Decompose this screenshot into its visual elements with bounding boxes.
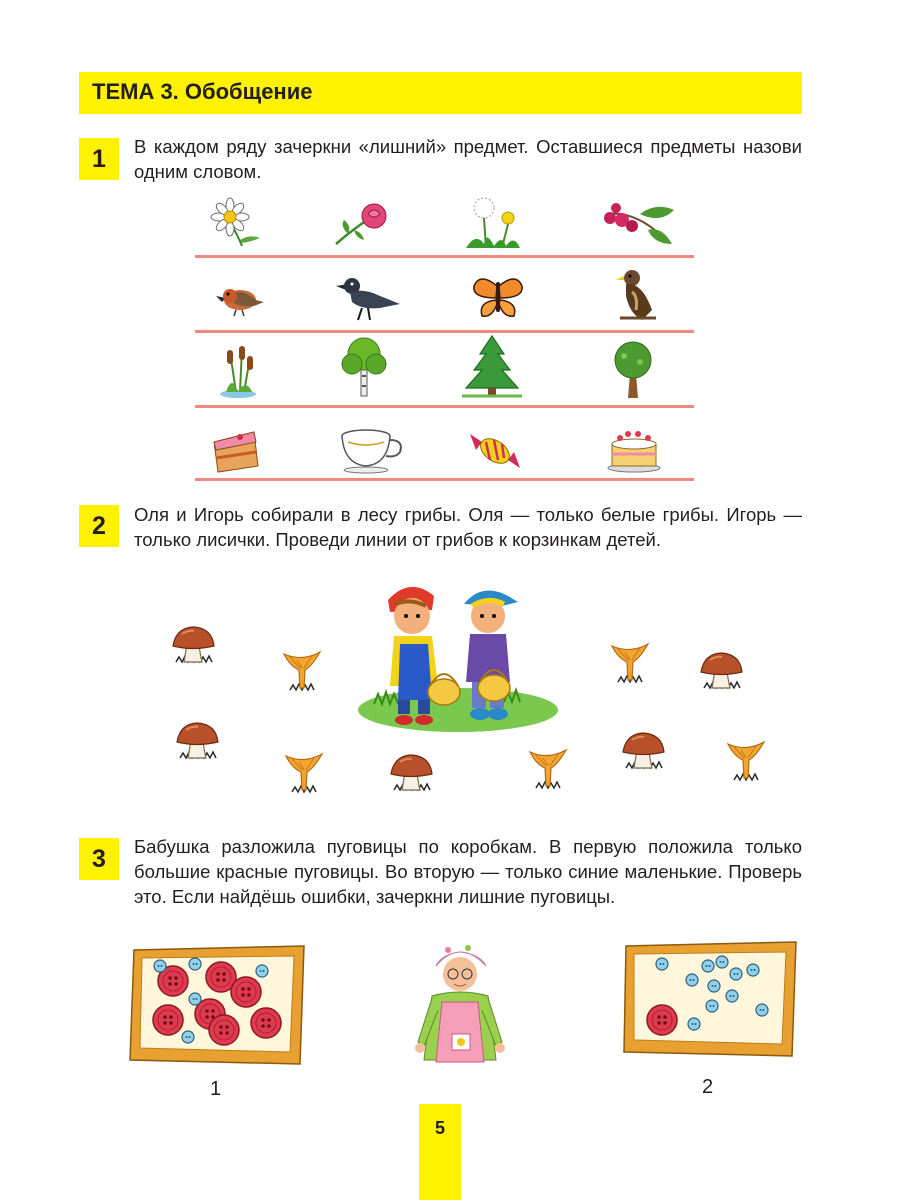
porcini-mushroom bbox=[166, 620, 226, 670]
birch-icon bbox=[338, 336, 390, 398]
porcini-mushroom bbox=[616, 726, 676, 776]
raspberry-icon bbox=[596, 200, 680, 252]
chanterelle-mushroom bbox=[524, 740, 574, 794]
dandelion-icon bbox=[462, 196, 524, 252]
row-divider bbox=[195, 405, 694, 408]
porcini-mushroom bbox=[384, 748, 444, 798]
crow-icon bbox=[334, 272, 402, 324]
fir-tree-icon bbox=[460, 334, 524, 400]
task-text-2: Оля и Игорь собирали в лесу грибы. Оля — только белые грибы. Игорь — только лисички. Проведи линии от грибов к корзинкам детей. bbox=[134, 504, 802, 550]
oak-icon bbox=[606, 340, 660, 400]
page-number-tab bbox=[419, 1104, 461, 1200]
daisy-icon bbox=[208, 196, 268, 250]
children-illustration bbox=[354, 574, 560, 736]
cake-slice-icon bbox=[210, 428, 262, 474]
candy-icon bbox=[466, 428, 524, 474]
button-box-1 bbox=[128, 944, 306, 1068]
chanterelle-mushroom bbox=[606, 634, 656, 688]
chanterelle-mushroom bbox=[722, 732, 772, 786]
row-divider bbox=[195, 478, 694, 481]
task-number-3: 3 bbox=[79, 838, 119, 880]
task-text-3: Бабушка разложила пуговицы по коробкам. В первую положила только большие красные пуговицы. Во вторую — только синие маленькие. Проверь это. Если найдёшь ошибки, зачеркни лишние пуговицы. bbox=[134, 836, 802, 907]
button-box-2 bbox=[622, 940, 800, 1060]
chanterelle-mushroom bbox=[278, 642, 328, 696]
theme-header-bar bbox=[79, 72, 802, 114]
rose-icon bbox=[330, 200, 390, 248]
teacup-icon bbox=[338, 428, 406, 474]
cake-icon bbox=[604, 426, 664, 474]
box-2-label: 2 bbox=[702, 1076, 714, 1098]
cattail-icon bbox=[216, 338, 260, 400]
task-text-1: В каждом ряду зачеркни «лишний» предмет. Оставшиеся предметы назови одним словом. bbox=[134, 136, 802, 182]
box-1-label: 1 bbox=[210, 1078, 222, 1100]
page-number: 5 bbox=[434, 1118, 445, 1138]
sparrow-icon bbox=[212, 278, 266, 318]
butterfly-icon bbox=[470, 274, 526, 322]
porcini-mushroom bbox=[170, 716, 230, 766]
row-divider bbox=[195, 330, 694, 333]
chanterelle-mushroom bbox=[280, 744, 330, 798]
porcini-mushroom bbox=[694, 646, 754, 696]
hawk-icon bbox=[612, 266, 662, 324]
task-number-2: 2 bbox=[79, 505, 119, 547]
grandma-illustration bbox=[408, 938, 512, 1074]
theme-title: ТЕМА 3. Обобщение bbox=[92, 79, 313, 104]
row-divider bbox=[195, 255, 694, 258]
task-number-1: 1 bbox=[79, 138, 119, 180]
